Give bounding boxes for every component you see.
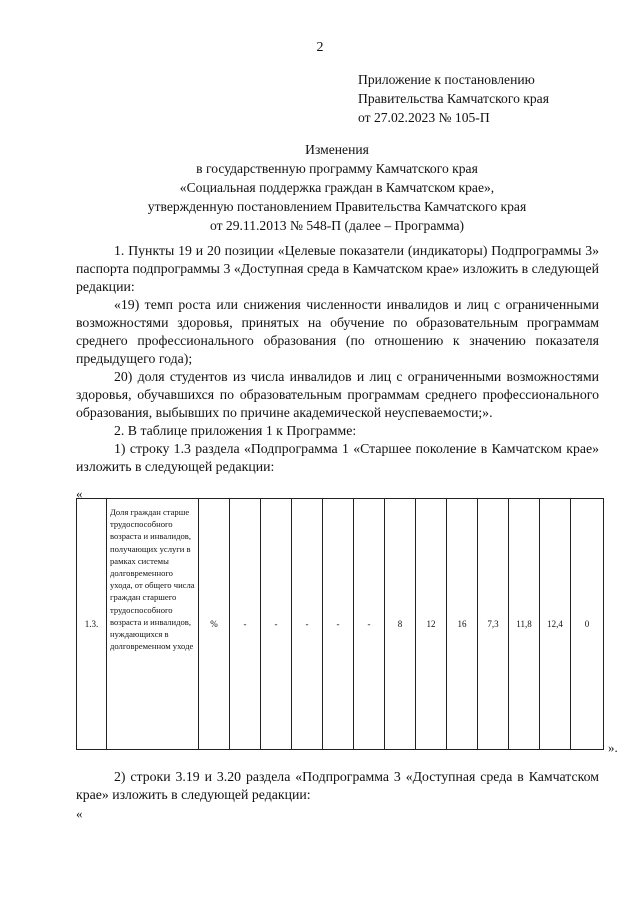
value-cell: 16 bbox=[447, 499, 478, 750]
opening-quote: « bbox=[76, 806, 83, 821]
document-body-continued bbox=[76, 768, 599, 804]
opening-quote: « bbox=[76, 486, 83, 501]
indicator-description-cell: Доля граждан старше трудоспособного возраста и инвалидов, получающих услуги в рамках системы долговременного ухода, от общего числа граждан старшего трудоспособного возраста и инвалидов, нуждающихся в долговременном уходе bbox=[107, 499, 199, 750]
paragraph-item-2: 2. В таблице приложения 1 к Программе: bbox=[114, 423, 357, 438]
appendix-header bbox=[358, 70, 549, 127]
value-cell: 11,8 bbox=[509, 499, 540, 750]
title-line: утвержденную постановлением Правительства Камчатского края bbox=[147, 199, 527, 214]
document-title bbox=[76, 140, 598, 235]
value-cell: 12 bbox=[416, 499, 447, 750]
unit-cell: % bbox=[199, 499, 230, 750]
value-cell: - bbox=[292, 499, 323, 750]
document-body bbox=[76, 242, 599, 476]
paragraph-item-20: 20) доля студентов из числа инвалидов и лиц с ограниченными возможностями здоровья, обучавшихся по образовательным программам среднего профессионального образования, выбывших по причине академической неуспеваемости;». bbox=[76, 369, 599, 420]
value-cell: 0 bbox=[571, 499, 604, 750]
paragraph-item-19: «19) темп роста или снижения численности инвалидов и лиц с ограниченными возможностями здоровья, принятых на обучение по образовательным программам среднего профессионального образования (по отношению к значению показателя предыдущего года); bbox=[76, 297, 599, 366]
value-cell: - bbox=[354, 499, 385, 750]
paragraph-subitem-2: 2) строки 3.19 и 3.20 раздела «Подпрограмма 3 «Доступная среда в Камчатском крае» изложить в следующей редакции: bbox=[76, 769, 599, 802]
value-cell: 12,4 bbox=[540, 499, 571, 750]
value-cell: - bbox=[230, 499, 261, 750]
appendix-line: Правительства Камчатского края bbox=[358, 91, 549, 106]
title-line: в государственную программу Камчатского края bbox=[196, 161, 478, 176]
value-cell: - bbox=[261, 499, 292, 750]
row-number-cell: 1.3. bbox=[77, 499, 107, 750]
table-row bbox=[77, 499, 604, 750]
paragraph-subitem-1: 1) строку 1.3 раздела «Подпрограмма 1 «Старшее поколение в Камчатском крае» изложить в следующей редакции: bbox=[76, 441, 599, 474]
appendix-line: Приложение к постановлению bbox=[358, 72, 535, 87]
closing-quote: ». bbox=[608, 740, 618, 755]
paragraph-item-1: 1. Пункты 19 и 20 позиции «Целевые показатели (индикаторы) Подпрограммы 3» паспорта подпрограммы 3 «Доступная среда в Камчатском крае» изложить в следующей редакции: bbox=[76, 243, 599, 294]
title-line: Изменения bbox=[305, 142, 369, 157]
value-cell: - bbox=[323, 499, 354, 750]
appendix-line: от 27.02.2023 № 105-П bbox=[358, 110, 490, 125]
title-line: «Социальная поддержка граждан в Камчатском крае», bbox=[179, 180, 495, 195]
title-line: от 29.11.2013 № 548-П (далее – Программа) bbox=[209, 218, 465, 233]
indicator-table bbox=[76, 498, 604, 750]
value-cell: 8 bbox=[385, 499, 416, 750]
value-cell: 7,3 bbox=[478, 499, 509, 750]
page-number: 2 bbox=[316, 40, 324, 55]
